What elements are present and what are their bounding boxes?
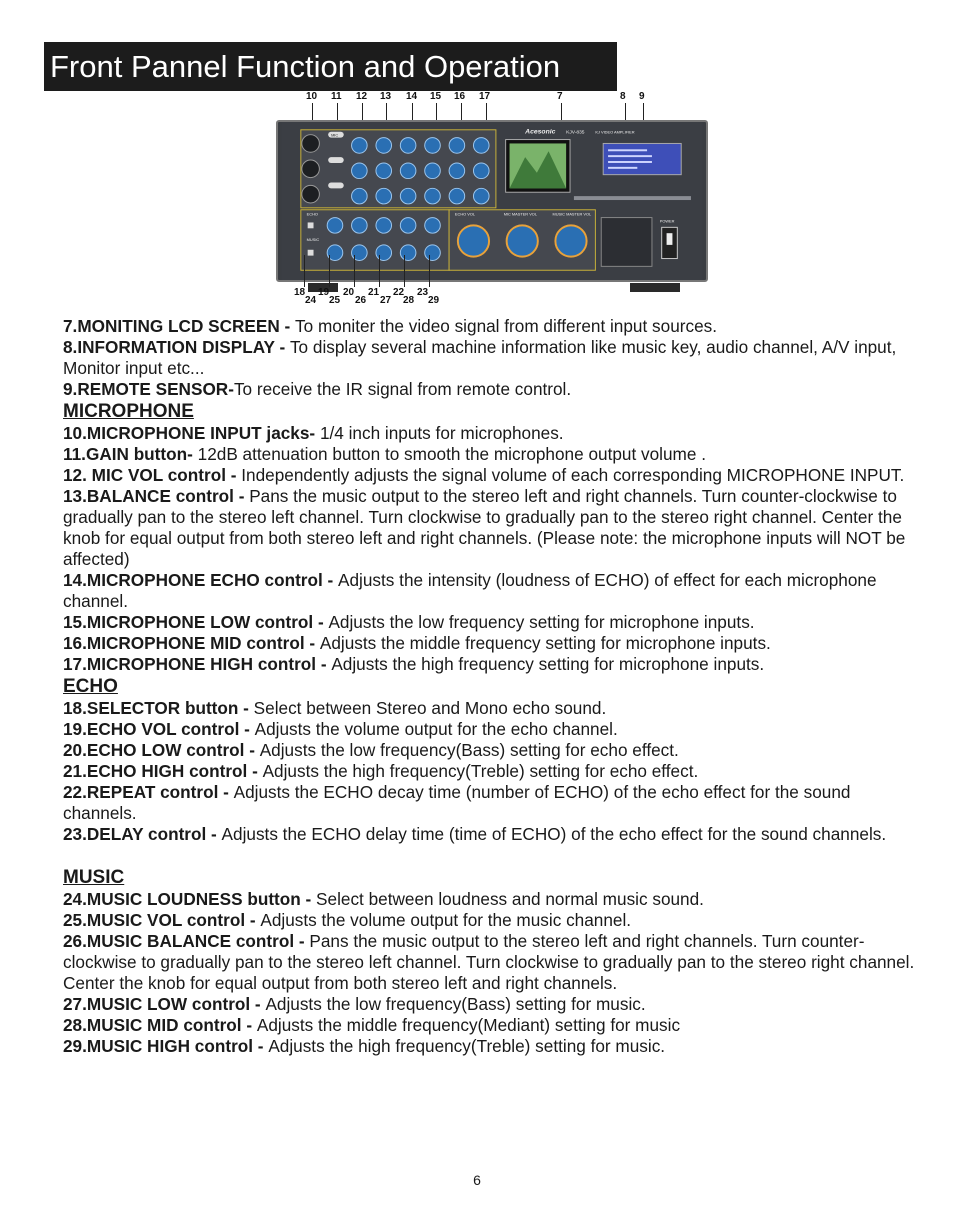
callout-23: 23 bbox=[417, 287, 429, 298]
list-item: 19.ECHO VOL control - Adjusts the volume output for the echo channel. bbox=[63, 719, 618, 739]
leader-line bbox=[379, 255, 380, 287]
list-item: 15.MICROPHONE LOW control - Adjusts the low frequency setting for microphone inputs. bbox=[63, 612, 755, 632]
panel-echo-vol: ECHO VOL bbox=[454, 211, 476, 217]
callout-13: 13 bbox=[380, 91, 392, 102]
page-title: Front Pannel Function and Operation bbox=[44, 42, 617, 91]
callout-25: 25 bbox=[329, 295, 341, 306]
list-item: 27.MUSIC LOW control - Adjusts the low frequency(Bass) setting for music. bbox=[63, 994, 646, 1014]
amplifier-front-panel bbox=[276, 120, 708, 282]
section-heading-microphone: MICROPHONE bbox=[63, 401, 194, 422]
callout-22: 22 bbox=[393, 287, 405, 298]
list-item: 14.MICROPHONE ECHO control - Adjusts the intensity (loudness of ECHO) of effect for each microphone channel. bbox=[63, 570, 877, 611]
callout-15: 15 bbox=[430, 91, 442, 102]
callout-24: 24 bbox=[305, 295, 317, 306]
panel-model-desc: KJ VIDEO AMPLIFIER bbox=[595, 129, 635, 135]
callout-17: 17 bbox=[479, 91, 491, 102]
list-item: 17.MICROPHONE HIGH control - Adjusts the high frequency setting for microphone inputs. bbox=[63, 654, 765, 674]
callout-21: 21 bbox=[368, 287, 380, 298]
callout-8: 8 bbox=[620, 91, 626, 102]
panel-model: KJV-835 bbox=[566, 130, 585, 136]
section-heading-music: MUSIC bbox=[63, 867, 125, 888]
leader-line bbox=[429, 255, 430, 287]
list-item: 11.GAIN button- 12dB attenuation button to smooth the microphone output volume . bbox=[63, 444, 706, 464]
list-item: 10.MICROPHONE INPUT jacks- 1/4 inch inputs for microphones. bbox=[63, 423, 564, 443]
leader-line bbox=[329, 255, 330, 287]
list-item: 26.MUSIC BALANCE control - Pans the music output to the stereo left and right channels. Turn counter-clockwise to gradually pan to the stereo left channel. Turn clockwise to gradually pan to the stereo right channel. Center the knob for equal output from both stereo left and right channels. bbox=[63, 931, 915, 993]
information-display bbox=[603, 143, 681, 174]
panel-echo-label: ECHO bbox=[306, 211, 318, 217]
function-descriptions bbox=[63, 316, 925, 1057]
callout-20: 20 bbox=[343, 287, 355, 298]
spacer bbox=[63, 845, 925, 866]
list-item: 7.MONITING LCD SCREEN - To moniter the video signal from different input sources. bbox=[63, 316, 717, 336]
callout-29: 29 bbox=[428, 295, 440, 306]
list-item: 23.DELAY control - Adjusts the ECHO delay time (time of ECHO) of the echo effect for the sound channels. bbox=[63, 824, 887, 844]
list-item: 22.REPEAT control - Adjusts the ECHO decay time (number of ECHO) of the echo effect for the sound channels. bbox=[63, 782, 851, 823]
callout-28: 28 bbox=[403, 295, 415, 306]
callout-14: 14 bbox=[406, 91, 418, 102]
leader-line bbox=[404, 255, 405, 287]
callout-9: 9 bbox=[639, 91, 645, 102]
amp-foot-right bbox=[630, 283, 680, 292]
panel-power-label: POWER bbox=[659, 218, 675, 224]
page-number: 6 bbox=[473, 1172, 481, 1188]
list-item: 24.MUSIC LOUDNESS button - Select between loudness and normal music sound. bbox=[63, 889, 704, 909]
panel-music-master: MUSIC MASTER VOL bbox=[552, 211, 592, 217]
list-item: 20.ECHO LOW control - Adjusts the low frequency(Bass) setting for echo effect. bbox=[63, 740, 679, 760]
list-item: 28.MUSIC MID control - Adjusts the middle frequency(Mediant) setting for music bbox=[63, 1015, 681, 1035]
callout-7: 7 bbox=[557, 91, 563, 102]
callout-11: 11 bbox=[331, 91, 342, 102]
list-item: 21.ECHO HIGH control - Adjusts the high frequency(Treble) setting for echo effect. bbox=[63, 761, 699, 781]
section-heading-echo: ECHO bbox=[63, 676, 118, 697]
list-item: 13.BALANCE control - Pans the music output to the stereo left and right channels. Turn counter-clockwise to gradually pan to the stereo left channel. Turn clockwise to gradually pan to the stereo right channel. Center the knob for equal output from both stereo left and right channels. (Please note: the microphone inputs will NOT be affected) bbox=[63, 486, 906, 569]
panel-brand: Acesonic bbox=[525, 128, 556, 136]
callout-10: 10 bbox=[306, 91, 318, 102]
leader-line bbox=[354, 255, 355, 287]
list-item: 29.MUSIC HIGH control - Adjusts the high frequency(Treble) setting for music. bbox=[63, 1036, 666, 1056]
list-item: 12. MIC VOL control - Independently adjusts the signal volume of each corresponding MICROPHONE INPUT. bbox=[63, 465, 905, 485]
callout-12: 12 bbox=[356, 91, 368, 102]
list-item: 18.SELECTOR button - Select between Stereo and Mono echo sound. bbox=[63, 698, 607, 718]
list-item: 8.INFORMATION DISPLAY - To display several machine information like music key, audio channel, A/V input, Monitor input etc... bbox=[63, 337, 897, 378]
callout-19: 19 bbox=[318, 287, 330, 298]
callout-26: 26 bbox=[355, 295, 367, 306]
mic-channel-strips bbox=[301, 130, 496, 208]
callout-27: 27 bbox=[380, 295, 392, 306]
panel-music-label: MUSIC bbox=[306, 236, 320, 242]
list-item: 16.MICROPHONE MID control - Adjusts the middle frequency setting for microphone inputs. bbox=[63, 633, 771, 653]
leader-line bbox=[304, 255, 305, 287]
list-item: 25.MUSIC VOL control - Adjusts the volume output for the music channel. bbox=[63, 910, 632, 930]
callout-18: 18 bbox=[294, 287, 306, 298]
callout-16: 16 bbox=[454, 91, 466, 102]
panel-mic-master: MIC MASTER VOL bbox=[503, 211, 538, 217]
echo-music-strips bbox=[301, 210, 449, 270]
list-item: 9.REMOTE SENSOR-To receive the IR signal from remote control. bbox=[63, 379, 572, 399]
panel-mic-label: MIC bbox=[331, 132, 339, 138]
